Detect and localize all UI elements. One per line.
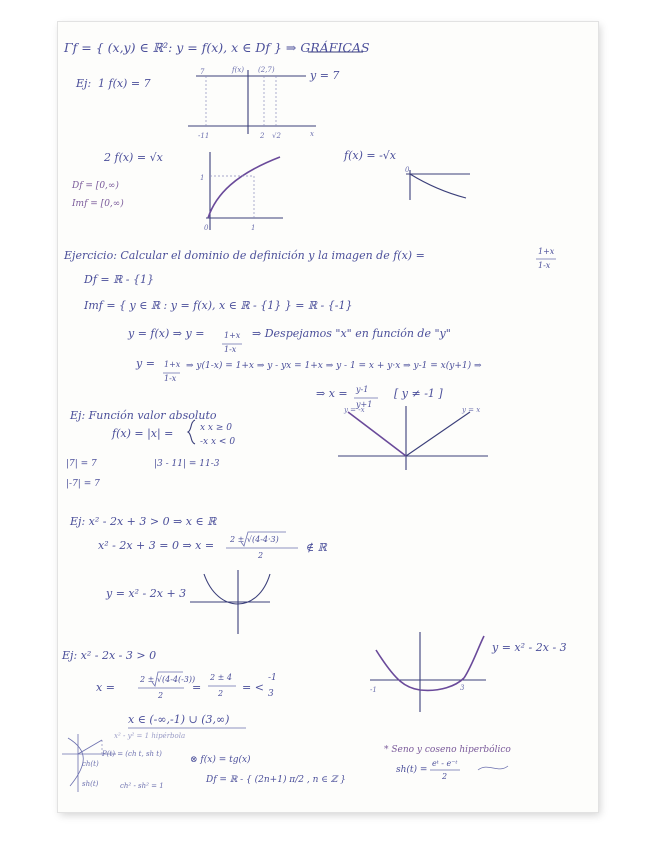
graph1-axis-x: x: [310, 130, 314, 138]
exercise-fraction-num: 1+x: [538, 247, 555, 256]
exercise-statement: Ejercicio: Calcular el dominio de definición y la imagen de f(x) =: [64, 249, 425, 262]
quadratic-2-roots: = <: [242, 681, 264, 694]
graph2-origin: 0: [204, 224, 209, 232]
quadratic-2-title: Ej: x² - 2x - 3 > 0: [62, 649, 157, 662]
quadratic-1-equation: x² - 2x + 3 = 0 ⇒ x =: [98, 539, 215, 552]
graph2-tick: 1: [200, 174, 205, 182]
quadratic-2-den2: 2: [218, 689, 224, 698]
exercise-fraction-den: 1-x: [538, 261, 551, 270]
example-label: Ej:: [76, 77, 92, 90]
graph1-label-7: 7: [200, 68, 205, 76]
exercise-step-2: y =: [136, 357, 155, 370]
quadratic-2-solution: x ∈ (-∞,-1) ∪ (3,∞): [128, 713, 230, 726]
quadratic-2-equals: =: [192, 681, 202, 694]
example-2-image: Imf = [0,∞): [72, 199, 124, 209]
quadratic-2-num2: 2 ± 4: [210, 673, 232, 682]
quadratic-2-den1: 2: [158, 691, 164, 700]
tangent-function: ⊗ f(x) = tg(x): [190, 755, 251, 765]
quadratic-1-num: 2 ± √(4-4·3): [230, 535, 279, 544]
exercise-result-num: y-1: [356, 385, 369, 394]
abs-case-1: x x ≥ 0: [200, 423, 233, 433]
abs-example: |3 - 11| = 11-3: [154, 459, 220, 469]
graph1-tick: 2: [260, 132, 265, 140]
quadratic-2-x: x =: [96, 681, 115, 694]
exercise-result: ⇒ x =: [316, 387, 348, 400]
quadratic-1-not-real: ∉ ℝ: [306, 541, 327, 554]
hyperbola-point: P(t) = (ch t, sh t): [102, 750, 162, 758]
quadratic-1-title: Ej: x² - 2x + 3 > 0 ⇒ x ∈ ℝ: [70, 515, 217, 528]
graph1-label-point: (2,7): [258, 66, 275, 74]
quadratic-1-function: y = x² - 2x + 3: [106, 587, 187, 600]
hyperbola-ch: ch(t): [82, 760, 99, 768]
example-2-domain: Df = [0,∞): [72, 181, 119, 191]
negative-sqrt-function: f(x) = -√x: [344, 149, 396, 162]
graph6-root: -1: [370, 686, 377, 694]
sh-den: 2: [442, 772, 448, 781]
sh-definition: sh(t) =: [396, 765, 428, 775]
hyperbola-note: x² - y² = 1 hipérbola: [114, 732, 186, 740]
hyperbola-sh: sh(t): [82, 780, 99, 788]
quadratic-1-den: 2: [258, 551, 264, 560]
example-2-function: 2 f(x) = √x: [104, 151, 163, 164]
graph6-root: 3: [460, 684, 465, 692]
quadratic-2-root: 3: [268, 689, 274, 699]
graph4-label-left: y = -x: [344, 406, 365, 414]
exercise-domain: Df = ℝ - {1}: [84, 273, 154, 286]
graph1-tick: -11: [198, 132, 210, 140]
sh-num: eᵗ - e⁻ᵗ: [432, 759, 458, 768]
graph1-label-y7: y = 7: [310, 69, 340, 82]
graph-parabola-two-roots: [370, 632, 486, 712]
graph3-origin: 0: [405, 166, 410, 174]
exercise-step-1: y = f(x) ⇒ y =: [128, 327, 205, 340]
exercise-result-condition: [ y ≠ -1 ]: [394, 387, 443, 400]
quadratic-2-function: y = x² - 2x - 3: [492, 641, 567, 654]
exercise-step-1-den: 1-x: [224, 345, 237, 354]
graph-negative-sqrt: [406, 170, 470, 200]
quadratic-2-root: -1: [268, 673, 277, 683]
hyperbolic-title: * Seno y coseno hiperbólico: [384, 745, 511, 755]
exercise-result-den: y+1: [356, 400, 373, 409]
graph2-tick: 1: [251, 224, 256, 232]
abs-case-2: -x x < 0: [200, 437, 236, 447]
graph4-label-right: y = x: [462, 406, 481, 414]
abs-definition: f(x) = |x| =: [112, 427, 174, 440]
graph-definition: Γf = { (x,y) ∈ ℝ²: y = f(x), x ∈ Df } ⇒ GRÁFICAS: [64, 40, 370, 55]
example-1-function: 1 f(x) = 7: [98, 77, 151, 90]
graph1-label-fx: f(x): [232, 66, 245, 74]
exercise-step-1-note: ⇒ Despejamos "x" en función de "y": [252, 327, 451, 340]
tangent-domain: Df = ℝ - { (2n+1) π/2 , n ∈ ℤ }: [206, 775, 346, 785]
exercise-step-2-den: 1-x: [164, 374, 177, 383]
abs-example: |-7| = 7: [66, 479, 100, 489]
graph1-tick: √2: [272, 132, 281, 140]
abs-example: |7| = 7: [66, 459, 97, 469]
graph-sqrt-function: [206, 152, 283, 230]
exercise-image: Imf = { y ∈ ℝ : y = f(x), x ∈ ℝ - {1} } = ℝ - {-1}: [84, 299, 353, 312]
graph-parabola-no-roots: [190, 570, 270, 634]
graph-constant-function: [188, 70, 316, 134]
exercise-step-2-chain: ⇒ y(1-x) = 1+x ⇒ y - yx = 1+x ⇒ y - 1 = x + y·x ⇒ y-1 = x(y+1) ⇒: [186, 361, 482, 371]
quadratic-2-num1: 2 ± √(4-4(-3)): [140, 675, 196, 684]
exercise-step-1-num: 1+x: [224, 331, 241, 340]
abs-title: Ej: Función valor absoluto: [70, 409, 217, 422]
exercise-step-2-num: 1+x: [164, 360, 181, 369]
notebook-page: [58, 22, 598, 812]
hyperbola-identity: ch² - sh² = 1: [120, 782, 164, 790]
